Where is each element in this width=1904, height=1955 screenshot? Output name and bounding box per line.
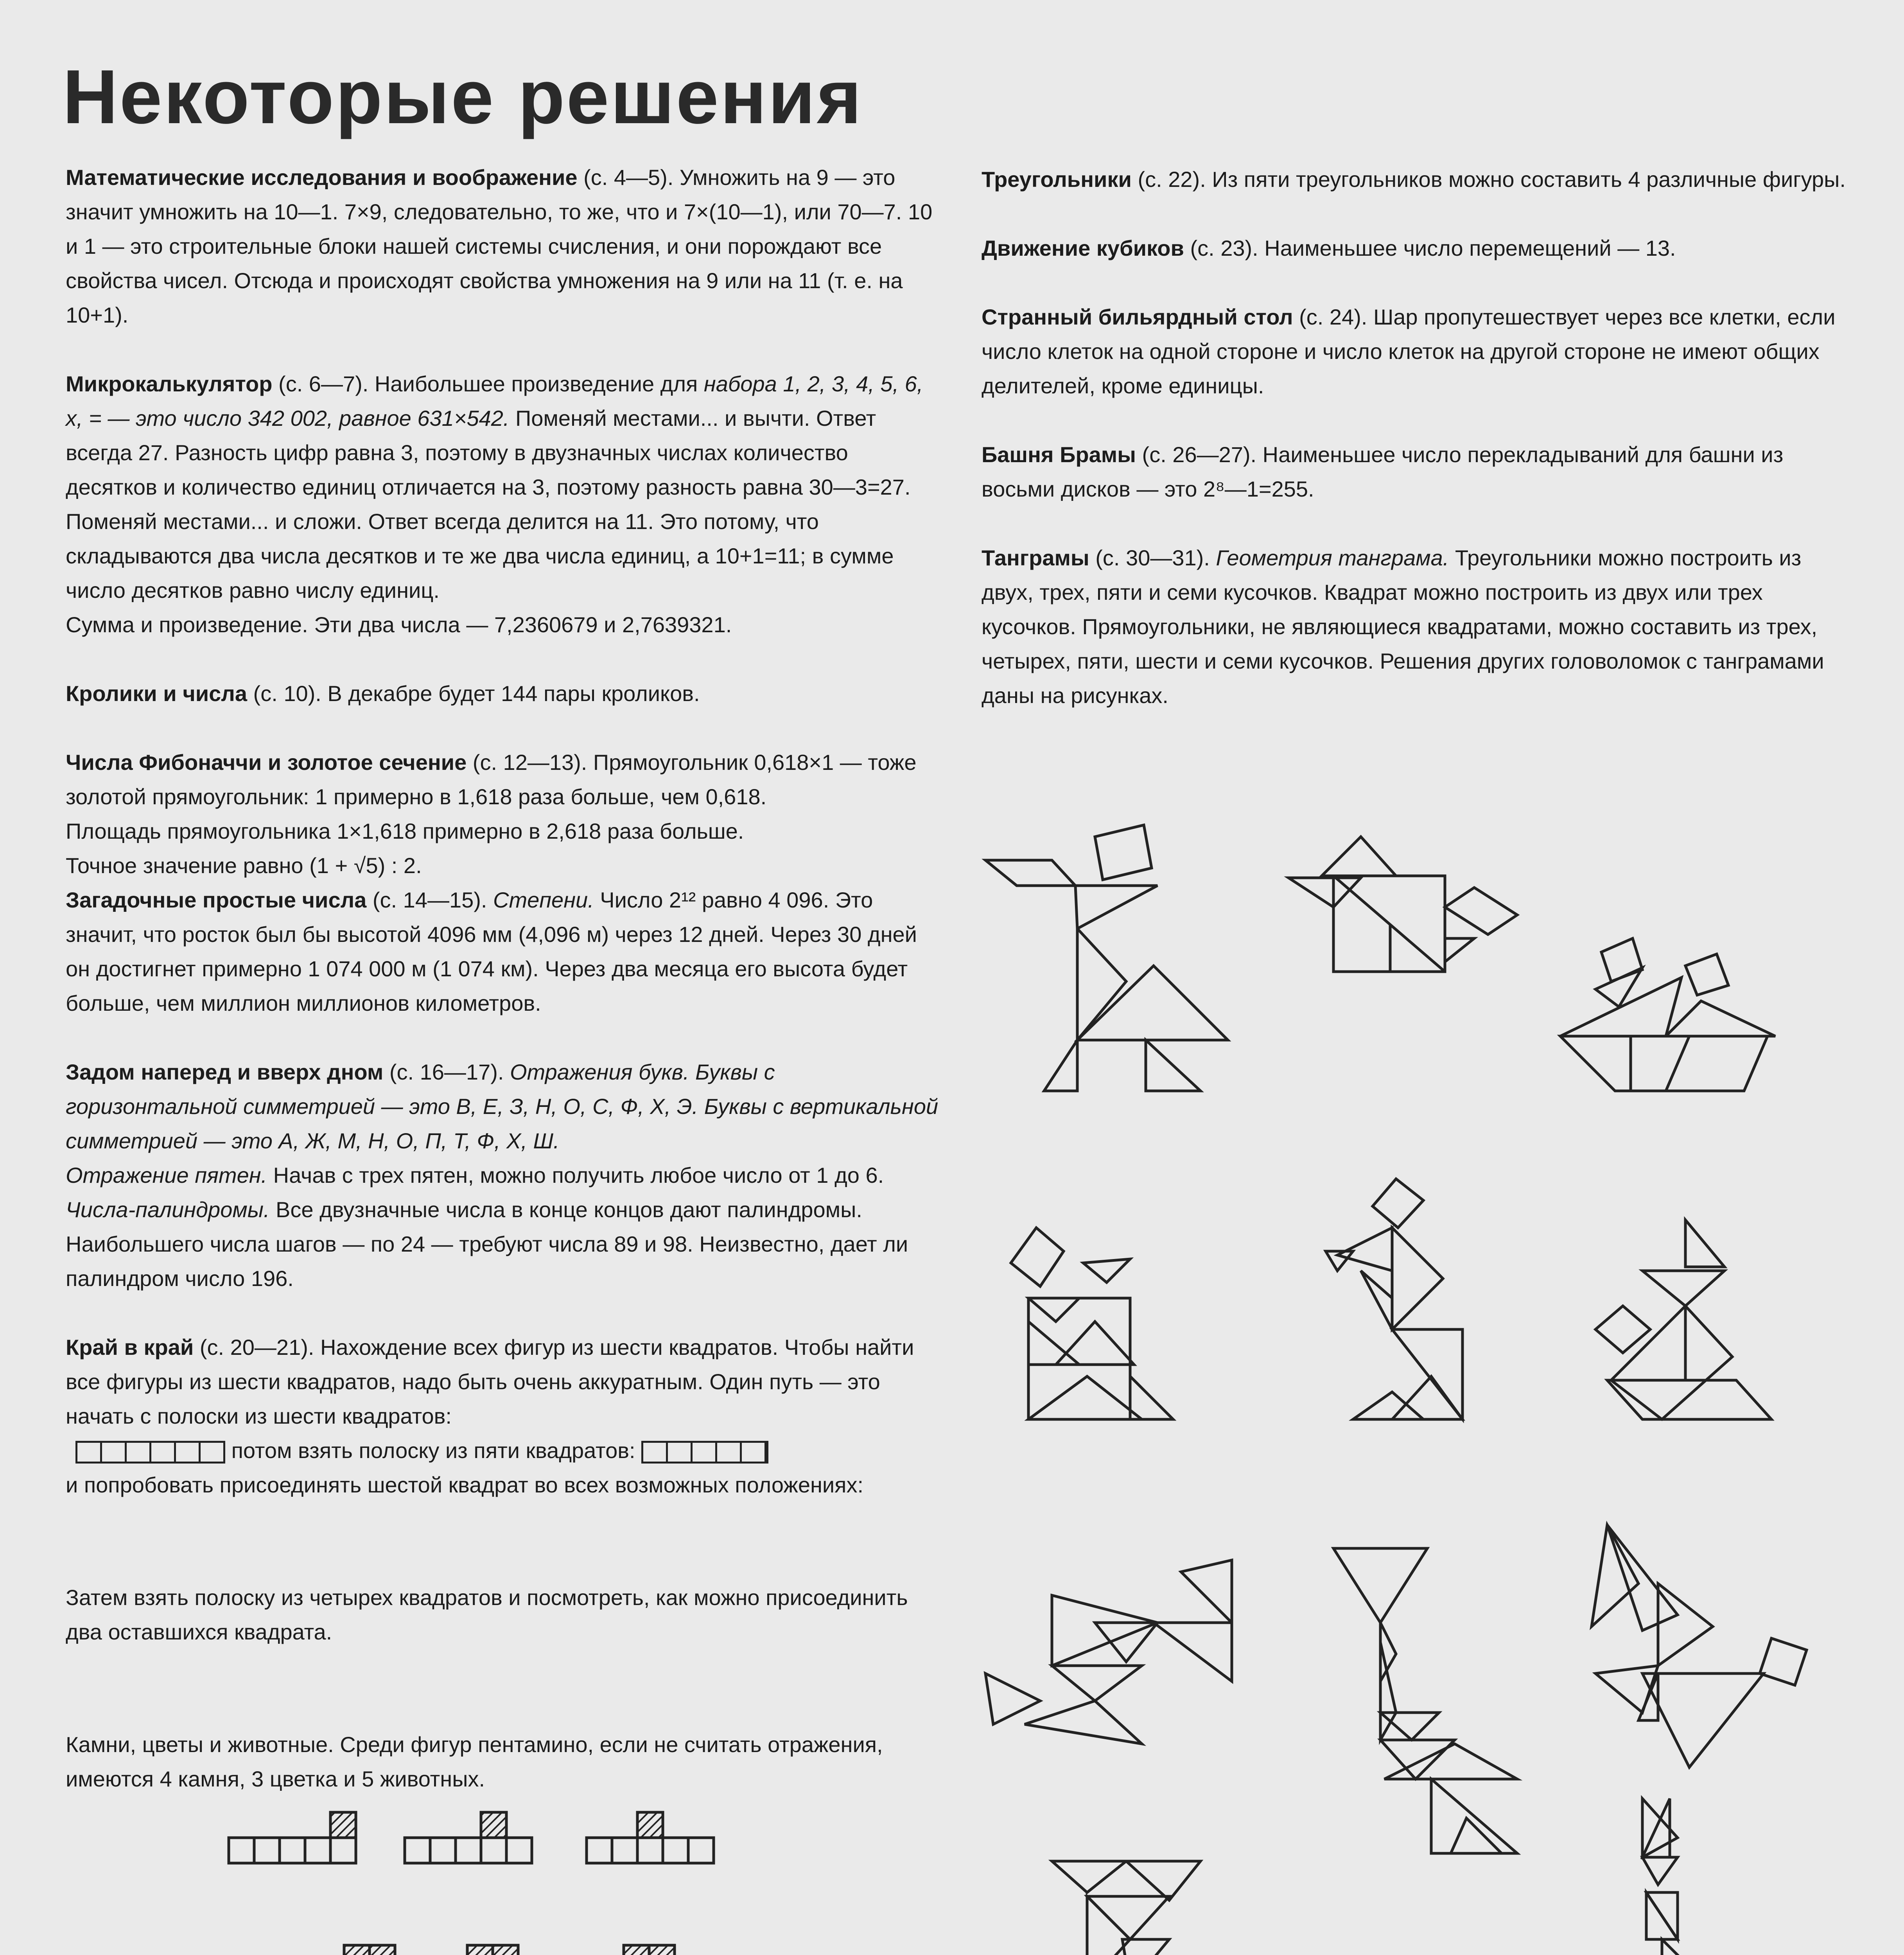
tangram-bird: [1025, 1861, 1201, 1955]
fib-area: Площадь прямоугольника 1×1,618 примерно в 2,618 раза больше.: [66, 819, 744, 843]
hexomino-row-2: [293, 1945, 725, 1955]
edge-strips-line: потом взять полоску из пяти квадратов:: [66, 1433, 942, 1468]
section-calculator: Микрокалькулятор (с. 6—7). Наибольшее произведение для набора 1, 2, 3, 4, 5, 6, x, = — это число 342 002, равное 631×542. Поменяй местами... и вычти. Ответ всегда 27. Разность цифр равна 3, поэтому в двузначных числах количество десятков и количество единиц отличается на 3, поэтому разность равна 30—3=27.: [66, 371, 923, 499]
section-billiard: Странный бильярдный стол (с. 24). Шар пропутешествует через все клетки, если число клеток на одной стороне и число клеток на другой стороне не имеют общих делителей, кроме единицы.: [982, 305, 1836, 398]
section-primes: Загадочные простые числа (с. 14—15). Степени. Число 2¹² равно 4 096. Это значит, что росток был бы высотой 4096 мм (4,096 м) через 12 дней. Через 30 дней он достигнет примерно 1 074 000 м (1 074 км). Через два месяца его высота будет больше, чем миллион миллионов километров.: [66, 888, 917, 1015]
page-title: Некоторые решения: [63, 54, 863, 140]
tangram-juggler: [1326, 1179, 1463, 1419]
section-brahma: Башня Брамы (с. 26—27). Наименьшее число перекладываний для башни из восьми дисков — это 2⁸—1=255.: [982, 442, 1784, 501]
edge-pentomino: Камни, цветы и животные. Среди фигур пентамино, если не считать отражения, имеются 4 камня, 3 цветка и 5 животных.: [66, 1732, 883, 1791]
tangram-fox: [1642, 1799, 1838, 1955]
section-rabbits: Кролики и числа (с. 10). В декабре будет 144 пары кроликов.: [66, 681, 700, 706]
edge-attach: и попробовать присоединять шестой квадрат во всех возможных положениях:: [66, 1473, 864, 1497]
section-tangrams: Танграмы (с. 30—31). Геометрия танграма. Треугольники можно построить из двух, трех, пяти и семи кусочков. Квадрат можно построить из двух или трех кусочков. Прямоугольники, не являющиеся квадратами, можно составить из трех, четырех, пяти, шести и семи кусочков. Решения других головоломок с танграмами даны на рисунках.: [982, 545, 1824, 708]
hexomino-row-1: [229, 1812, 714, 1863]
tangram-teapot: [1288, 837, 1517, 972]
tangram-runner: [985, 825, 1228, 1091]
tangram-dog: [1592, 1525, 1807, 1767]
calc-add: Поменяй местами... и сложи. Ответ всегда делится на 11. Это потому, что складываются два числа десятков и те же два числа единиц, а 10+1=11; в сумме число десятков равно числу единиц.: [66, 509, 894, 603]
backwards-spots: Отражение пятен. Начав с трех пятен, можно получить любое число от 1 до 6.: [66, 1163, 884, 1187]
section-math: Математические исследования и воображение (с. 4—5). Умножить на 9 — это значит умножить на 10—1. 7×9, следовательно, то же, что и 7×(10—1), или 70—7. 10 и 1 — это строительные блоки нашей системы счисления, и они порождают все свойства чисел. Отсюда и происходят свойства умножения на 9 или на 11 (т. е. на 10+1).: [66, 165, 933, 327]
calc-sum: Сумма и произведение. Эти два числа — 7,2360679 и 2,7639321.: [66, 612, 732, 637]
tangram-dancer: [1011, 1228, 1173, 1419]
section-fibonacci: Числа Фибоначчи и золотое сечение (с. 12—13). Прямоугольник 0,618×1 — тоже золотой прямоугольник: 1 примерно в 1,618 раза больше, чем 0,618.: [66, 750, 917, 809]
backwards-palindromes: Числа-палиндромы. Все двузначные числа в конце концов дают палиндромы. Наибольшего числа шагов — по 24 — требуют числа 89 и 98. Неизвестно, дает ли палиндром число 196.: [66, 1197, 908, 1291]
section-backwards: Задом наперед и вверх дном (с. 16—17). Отражения букв. Буквы с горизонтальной симметрией — это В, Е, З, Н, О, С, Ф, Х, Э. Буквы с вертикальной симметрией — это А, Ж, М, Н, О, П, Т, Ф, Х, Ш.: [66, 1060, 939, 1153]
edge-four: Затем взять полоску из четырех квадратов и посмотреть, как можно присоединить два оставшихся квадрата.: [66, 1585, 908, 1644]
tangram-boat: [1560, 938, 1775, 1091]
section-edge: Край в край (с. 20—21). Нахождение всех фигур из шести квадратов. Чтобы найти все фигуры из шести квадратов, надо быть очень аккуратным. Один путь — это начать с полоски из шести квадратов:: [66, 1335, 914, 1428]
tangram-goblet: [1333, 1548, 1517, 1853]
tangram-cat: [1595, 1220, 1771, 1419]
fib-exact: Точное значение равно (1 + √5) : 2.: [66, 853, 422, 878]
section-cubes: Движение кубиков (с. 23). Наименьшее число перемещений — 13.: [982, 236, 1676, 260]
tangram-swallow: [985, 1560, 1232, 1744]
section-triangles: Треугольники (с. 22). Из пяти треугольников можно составить 4 различные фигуры.: [982, 167, 1846, 192]
